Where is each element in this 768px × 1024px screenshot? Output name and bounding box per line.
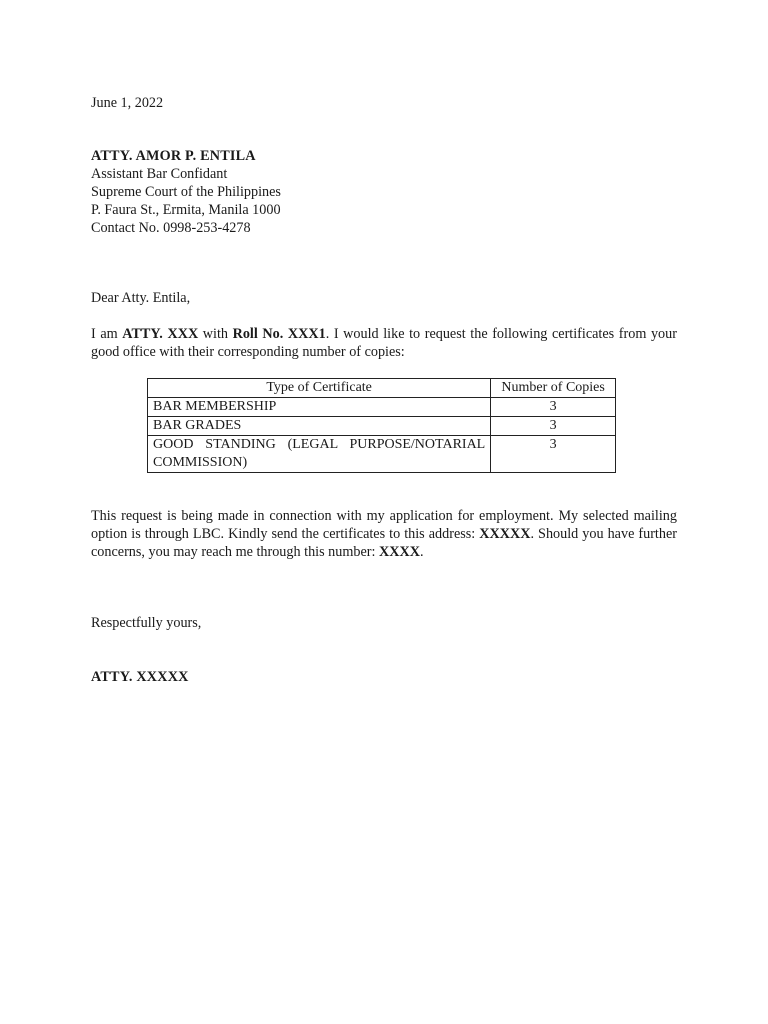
request-paragraph bbox=[91, 325, 677, 361]
certificate-type: GOOD STANDING (LEGAL PURPOSE/NOTARIAL COMMISSION) bbox=[148, 436, 491, 473]
purpose-paragraph bbox=[91, 507, 677, 561]
salutation: Dear Atty. Entila, bbox=[91, 290, 191, 306]
table-row bbox=[148, 417, 616, 436]
contact-number: XXXX bbox=[379, 544, 420, 560]
certificate-copies: 3 bbox=[491, 398, 616, 417]
certificate-copies: 3 bbox=[491, 417, 616, 436]
recipient-name: ATTY. AMOR P. ENTILA bbox=[91, 148, 256, 164]
table-row bbox=[148, 436, 616, 473]
table-row bbox=[148, 398, 616, 417]
certificate-type: BAR GRADES bbox=[148, 417, 491, 436]
attorney-name: ATTY. XXX bbox=[122, 326, 199, 342]
certificate-type: BAR MEMBERSHIP bbox=[148, 398, 491, 417]
letter-date: June 1, 2022 bbox=[91, 95, 164, 111]
recipient-address: P. Faura St., Ermita, Manila 1000 bbox=[91, 202, 281, 218]
request-text-2: with bbox=[198, 326, 233, 342]
certificate-table bbox=[147, 378, 616, 473]
closing: Respectfully yours, bbox=[91, 615, 202, 631]
purpose-text-1: This request is being made in connection with my application for employment. My selected mailing option is through LBC. Kindly send the certificates to this address: bbox=[91, 508, 677, 542]
roll-number: Roll No. XXX1 bbox=[232, 326, 326, 342]
mailing-address: XXXXX bbox=[479, 526, 531, 542]
certificate-copies: 3 bbox=[491, 436, 616, 473]
table-header-row bbox=[148, 379, 616, 398]
purpose-text-3: . bbox=[420, 544, 424, 560]
recipient-office: Supreme Court of the Philippines bbox=[91, 184, 281, 200]
request-text-1: I am bbox=[91, 326, 123, 342]
header-number-of-copies: Number of Copies bbox=[491, 379, 616, 398]
recipient-block bbox=[91, 147, 281, 237]
request-text-3: . I would like to request the following certificates from your good office with their corresponding number of copies: bbox=[91, 326, 677, 360]
signature: ATTY. XXXXX bbox=[91, 669, 189, 685]
recipient-title: Assistant Bar Confidant bbox=[91, 166, 228, 182]
header-type-of-certificate: Type of Certificate bbox=[148, 379, 491, 398]
purpose-text-2: . Should you have further concerns, you may reach me through this number: bbox=[91, 526, 677, 560]
recipient-contact: Contact No. 0998-253-4278 bbox=[91, 220, 251, 236]
